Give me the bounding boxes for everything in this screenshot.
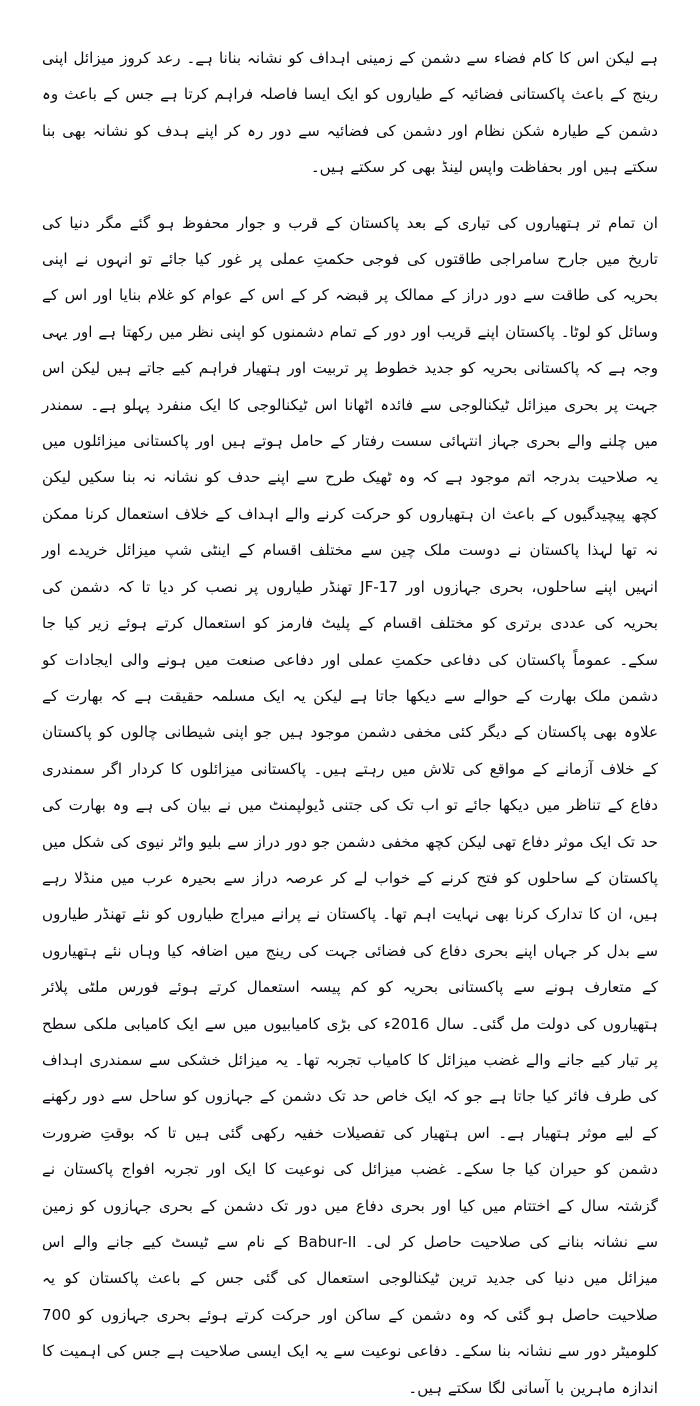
paragraph-1: ہے لیکن اس کا کام فضاء سے دشمن کے زمینی اہداف کو نشانہ بنانا ہے۔ رعد کروز میزائل اپنی رینج کے باعث پاکستانی فضائیہ کے طیاروں کو ایک ایسا فاصلہ فراہم کرتا ہے جس کے باعث وہ دشمن کے طیارہ شکن نظام اور دشمن کی فضائیہ سے دور رہ کر اپنے ہدف کو نشانہ بھی بنا سکتے ہیں اور بحفاظت واپس لینڈ بھی کر سکتے ہیں۔ [42,49,658,177]
paragraph-2: ان تمام تر ہتھیاروں کی تیاری کے بعد پاکستان کے قرب و جوار محفوظ ہو گئے مگر دنیا کی تاریخ میں جارح سامراجی طاقتوں کی فوجی حکمتِ عملی پر غور کیا جائے تو انہوں نے اپنی بحریہ کی طاقت سے دور دراز کے ممالک پر قبضہ کر کے اس کے عوام کو غلام بنایا اور اس کے وسائل کو لوٹا۔ پاکستان اپنے قریب اور دور کے تمام دشمنوں کو اپنی نظر میں رکھتا ہے اور یہی وجہ ہے کہ پاکستانی بحریہ کو جدید خطوط پر تربیت اور ہتھیار فراہم کیے جاتے ہیں لیکن اس جہت پر بحری میزائل ٹیکنالوجی سے فائدہ اٹھانا اس ٹیکنالوجی کا ایک منفرد پہلو ہے۔ سمندر میں چلنے والے بحری جہاز انتہائی سست رفتار کے حامل ہوتے ہیں اور پاکستانی میزائلوں میں یہ صلاحیت بدرجہ اتم موجود ہے کہ وہ ٹھیک طرح سے اپنے حدف کو نشانہ نہ بنا سکیں لیکن کچھ پیچیدگیوں کے باعث ان ہتھیاروں کو حرکت کرنے والے اہداف کے خلاف استعمال کرنا ممکن نہ تھا لہذا پاکستان نے دوست ملک چین سے مختلف اقسام کے اینٹی شپ میزائل خریدے اور انہیں اپنے ساحلوں، بحری جہازوں اور JF-17 تھنڈر طیاروں پر نصب کر دیا تا کہ دشمن کی بحریہ کی عددی برتری کو مختلف اقسام کے پلیٹ فارمز کو استعمال کرتے ہوئے زیر کیا جا سکے۔ عموماً پاکستان کی دفاعی حکمتِ عملی اور دفاعی صنعت میں ہونے والی ایجادات کو دشمن ملک بھارت کے حوالے سے دیکھا جاتا ہے لیکن یہ ایک مسلمہ حقیقت ہے کہ بھارت کے علاوہ بھی پاکستان کے دیگر کئی مخفی دشمن موجود ہیں جو اپنی شیطانی چالوں کو پاکستان کے خلاف آزمانے کے مواقع کی تلاش میں رہتے ہیں۔ پاکستانی میزائلوں کا کردار اگر سمندری دفاع کے تناظر میں دیکھا جائے تو اب تک کی جتنی ڈیولپمنٹ میں نے بیان کی ہے وہ بھارت کی حد تک ایک موثر دفاع تھی لیکن کچھ مخفی دشمن جو دور دراز سے بلیو واٹر نیوی کی شکل میں پاکستان کے ساحلوں کو فتح کرنے کے خواب لے کر عرصہ دراز سے بحیرہ عرب میں منڈلا رہے ہیں، ان کا تدارک کرنا بھی نہایت اہم تھا۔ پاکستان نے پرانے میراج طیاروں کو نئے تھنڈر طیاروں سے بدل کر جہاں اپنے بحری دفاع کی فضائی جہت کی رینج میں اضافہ کیا وہاں نئے ہتھیاروں کے متعارف ہونے سے پاکستانی بحریہ کو کم پیسہ استعمال کرتے ہوئے فورس ملٹی پلائر ہتھیاروں کی دولت مل گئی۔ سال 2016ء کی بڑی کامیابیوں میں سے ایک کامیابی ملکی سطح پر تیار کیے جانے والے غضب میزائل کا کامیاب تجربہ تھا۔ یہ میزائل خشکی سے سمندری اہداف کی طرف فائر کیا جاتا ہے جو کہ ایک خاص حد تک دشمن کے جہازوں کو ساحل سے دور رکھنے کے لیے موثر ہتھیار ہے۔ اس ہتھیار کی تفصیلات خفیہ رکھی گئی ہیں تا کہ بوقتِ ضرورت دشمن کو حیران کیا جا سکے۔ غضب میزائل کی نوعیت کا ایک اور تجربہ افواج پاکستان نے گزشتہ سال کے اختتام میں کیا اور بحری دفاع میں دور تک دشمن کے بحری جہازوں کو زمین سے نشانہ بنانے کی صلاحیت حاصل کر لی۔ Babur-II کے نام سے ٹیسٹ کیے جانے والے اس میزائل میں دنیا کی جدید ترین ٹیکنالوجی استعمال کی گئی جس کے باعث پاکستان کو یہ صلاحیت حاصل ہو گئی کہ وہ دشمن کے ساکن اور حرکت کرتے ہوئے بحری جہازوں کو 700 کلومیٹر دور سے نشانہ بنا سکے۔ دفاعی نوعیت سے یہ ایک ایسی صلاحیت ہے جس کی اہمیت کا اندازہ ماہرین با آسانی لگا سکتے ہیں۔ [42,213,658,1397]
article-body [42,40,658,1406]
